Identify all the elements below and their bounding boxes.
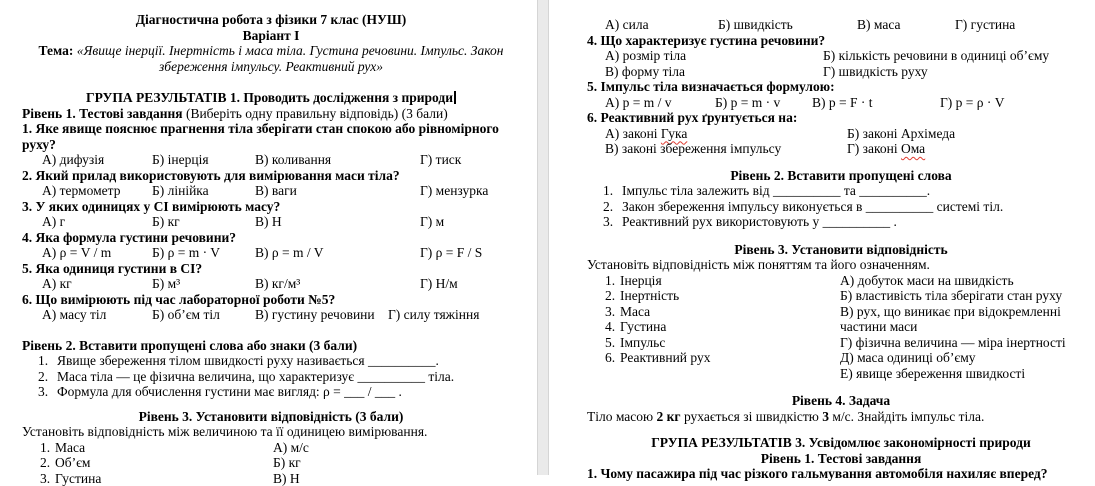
option-a: А) термометр: [42, 183, 152, 199]
misspelled-word: Ома: [901, 141, 925, 156]
option-a: А) г: [42, 214, 152, 230]
option-b: Б) кількість речовини в одиниці об’єму: [823, 48, 1049, 64]
match-definition: А) м/с: [273, 440, 309, 456]
question-3-options: [22, 214, 537, 230]
option-v: В) коливання: [255, 152, 420, 168]
theme-line-1: [22, 43, 520, 59]
match-number: 1.: [605, 273, 620, 289]
level1-heading-bold: Рівень 1. Тестові завдання: [22, 106, 183, 121]
continued-options: [587, 17, 1080, 33]
task-part: Тіло масою: [587, 409, 657, 424]
item-number: 1.: [603, 183, 622, 199]
question-4-options-row2: [587, 64, 1080, 80]
option-g: Г) p = ρ · V: [940, 95, 1005, 111]
option-a: [605, 126, 847, 142]
level3-instruction: Установіть відповідність між величиною та її одиницею вимірювання.: [22, 424, 537, 440]
match-row: [587, 350, 1080, 366]
group3-heading: ГРУПА РЕЗУЛЬТАТІВ 3. Усвідомлює закономірності природи: [587, 435, 1095, 451]
option-g: Г) швидкість руху: [823, 64, 928, 80]
match-row: [587, 366, 1080, 382]
task-part: рухається зі швидкістю: [681, 409, 823, 424]
theme-label: Тема:: [39, 43, 74, 58]
task-value-mass: 2 кг: [657, 409, 681, 424]
match-definition: Д) маса одиниці об’єму: [840, 350, 976, 366]
option-a: А) p = m / v: [605, 95, 715, 111]
option-a: А) ρ = V / m: [42, 245, 152, 261]
option-a-prefix: А) законі: [605, 126, 661, 141]
option-b: Б) об’єм тіл: [152, 307, 255, 323]
match-term: Інертність: [620, 288, 840, 304]
question-1-text-line2: руху?: [22, 137, 537, 153]
option-v: В) густину речовини: [255, 307, 388, 323]
option-g: Г) густина: [955, 17, 1015, 33]
match-definition: В) рух, що виникає при відокремленні: [840, 304, 1061, 320]
option-b: Б) лінійка: [152, 183, 255, 199]
option-v: В) форму тіла: [605, 64, 823, 80]
page-1[interactable]: [0, 0, 537, 475]
option-a: А) дифузія: [42, 152, 152, 168]
match-number: 6.: [605, 350, 620, 366]
match-row: [587, 319, 1080, 335]
item-number: 2.: [38, 369, 57, 385]
match-term: Густина: [620, 319, 840, 335]
item-number: 1.: [38, 353, 57, 369]
match-term: [620, 366, 840, 382]
match-row: [587, 304, 1080, 320]
match-definition: Г) фізична величина — міра інертності: [840, 335, 1066, 351]
question-6-options-row2: [587, 141, 1080, 157]
match-number: 3.: [40, 471, 55, 486]
item-number: 3.: [603, 214, 622, 230]
group1-heading: [22, 90, 520, 106]
question-4-options-row1: [587, 48, 1080, 64]
match-row: [587, 335, 1080, 351]
match-row: [22, 471, 537, 486]
question-5-options: [22, 276, 537, 292]
task-value-speed: 3: [822, 409, 829, 424]
option-a: А) масу тіл: [42, 307, 152, 323]
match-row: [587, 273, 1080, 289]
option-b: Б) законі Архімеда: [847, 126, 955, 142]
question-5-text: 5. Яка одиниця густини в СІ?: [22, 261, 537, 277]
match-definition: А) добуток маси на швидкість: [840, 273, 1014, 289]
match-term: Об’єм: [55, 455, 273, 471]
item-number: 2.: [603, 199, 622, 215]
option-a: А) кг: [42, 276, 152, 292]
option-v: В) маса: [857, 17, 955, 33]
task-text: [587, 409, 1080, 425]
question-5-text: 5. Імпульс тіла визначається формулою:: [587, 79, 1080, 95]
match-number: 2.: [605, 288, 620, 304]
option-b: Б) м³: [152, 276, 255, 292]
fill-blank-item: [22, 369, 537, 385]
match-number: 3.: [605, 304, 620, 320]
match-definition: Б) властивість тіла зберігати стан руху: [840, 288, 1062, 304]
question-1-options: [22, 152, 537, 168]
question-6-options-row1: [587, 126, 1080, 142]
match-number: 2.: [40, 455, 55, 471]
question-1-text-line1: 1. Яке явище пояснює прагнення тіла зберігати стан спокою або рівномірного: [22, 121, 537, 137]
fill-blank-item: [587, 214, 1080, 230]
level4-heading: Рівень 4. Задача: [587, 393, 1095, 409]
option-v: В) кг/м³: [255, 276, 420, 292]
item-text: Маса тіла — це фізична величина, що характеризує __________ тіла.: [57, 369, 454, 385]
option-v: В) p = F · t: [812, 95, 940, 111]
match-term: Імпульс: [620, 335, 840, 351]
level2-heading: Рівень 2. Вставити пропущені слова або знаки (3 бали): [22, 338, 537, 354]
question-5-options: [587, 95, 1080, 111]
level1-heading: [22, 106, 537, 122]
option-g: Г) Н/м: [420, 276, 458, 292]
match-term: Маса: [55, 440, 273, 456]
option-g: Г) тиск: [420, 152, 461, 168]
match-definition: Б) кг: [273, 455, 301, 471]
match-row: [22, 455, 537, 471]
option-g: [847, 141, 925, 157]
item-text: Формула для обчислення густини має вигляд: ρ = ___ / ___ .: [57, 384, 402, 400]
option-v: В) ваги: [255, 183, 420, 199]
option-g: Г) ρ = F / S: [420, 245, 482, 261]
question-1-text-cut: 1. Чому пасажира під час різкого гальмування автомобіля нахиляє вперед?: [587, 466, 1080, 482]
item-number: 3.: [38, 384, 57, 400]
match-definition: Е) явище збереження швидкості: [840, 366, 1025, 382]
group3-level1-heading: Рівень 1. Тестові завдання: [587, 451, 1095, 467]
group1-heading-text: ГРУПА РЕЗУЛЬТАТІВ 1. Проводить дослідження з природи: [86, 90, 453, 105]
option-a: А) сила: [605, 17, 718, 33]
option-g: Г) силу тяжіння: [388, 307, 479, 323]
option-b: Б) кг: [152, 214, 255, 230]
fill-blank-item: [22, 353, 537, 369]
doc-title: Діагностична робота з фізики 7 клас (НУШ): [22, 12, 520, 28]
option-b: Б) інерція: [152, 152, 255, 168]
option-v: В) Н: [255, 214, 420, 230]
variant-title: Варіант I: [22, 28, 520, 44]
match-term: Маса: [620, 304, 840, 320]
level3-instruction: Установіть відповідність між поняттям та його означенням.: [587, 257, 1080, 273]
match-definition-continuation: частини маси: [840, 319, 917, 335]
item-text: Імпульс тіла залежить від __________ та __________.: [622, 183, 930, 199]
item-text: Закон збереження імпульсу виконується в __________ системі тіл.: [622, 199, 1003, 215]
option-b: Б) швидкість: [718, 17, 857, 33]
option-g: Г) м: [420, 214, 444, 230]
match-number: 5.: [605, 335, 620, 351]
match-row: [22, 440, 537, 456]
theme-text-1: «Явище інерції. Інертність і маса тіла. Густина речовини. Імпульс. Закон: [77, 43, 504, 58]
level3-heading: Рівень 3. Установити відповідність: [587, 242, 1095, 258]
fill-blank-item: [22, 384, 537, 400]
option-g: Г) мензурка: [420, 183, 488, 199]
level2-heading: Рівень 2. Вставити пропущені слова: [587, 168, 1095, 184]
fill-blank-item: [587, 199, 1080, 215]
option-v: В) законі збереження імпульсу: [605, 141, 847, 157]
page-gap: [537, 0, 549, 475]
question-4-options: [22, 245, 537, 261]
match-row: [587, 288, 1080, 304]
match-number: 1.: [40, 440, 55, 456]
question-6-text: 6. Реактивний рух ґрунтується на:: [587, 110, 1080, 126]
question-6-options: [22, 307, 537, 323]
question-2-text: 2. Який прилад використовують для вимірювання маси тіла?: [22, 168, 537, 184]
option-g-prefix: Г) законі: [847, 141, 901, 156]
option-a: А) розмір тіла: [605, 48, 823, 64]
match-number: [605, 366, 620, 382]
question-4-text: 4. Що характеризує густина речовини?: [587, 33, 1080, 49]
match-term: Густина: [55, 471, 273, 486]
theme-text-2: збереження імпульсу. Реактивний рух»: [22, 59, 520, 75]
option-b: Б) ρ = m · V: [152, 245, 255, 261]
question-2-options: [22, 183, 537, 199]
item-text: Реактивний рух використовують у __________ .: [622, 214, 897, 230]
match-number: 4.: [605, 319, 620, 335]
option-v: В) ρ = m / V: [255, 245, 420, 261]
question-4-text: 4. Яка формула густини речовини?: [22, 230, 537, 246]
fill-blank-item: [587, 183, 1080, 199]
level3-heading: Рівень 3. Установити відповідність (3 бали): [22, 409, 520, 425]
match-definition: В) Н: [273, 471, 300, 486]
match-term: Інерція: [620, 273, 840, 289]
text-cursor: [454, 91, 456, 104]
question-6-text: 6. Що вимірюють під час лабораторної роботи №5?: [22, 292, 537, 308]
task-part: м/с. Знайдіть імпульс тіла.: [829, 409, 984, 424]
match-term: Реактивний рух: [620, 350, 840, 366]
question-3-text: 3. У яких одиницях у СІ вимірюють масу?: [22, 199, 537, 215]
misspelled-word: Гука: [661, 126, 687, 141]
item-text: Явище збереження тілом швидкості руху називається __________.: [57, 353, 439, 369]
option-b: Б) p = m · v: [715, 95, 812, 111]
level1-heading-rest: (Виберіть одну правильну відповідь) (3 бали): [183, 106, 448, 121]
page-2[interactable]: [549, 0, 1080, 475]
